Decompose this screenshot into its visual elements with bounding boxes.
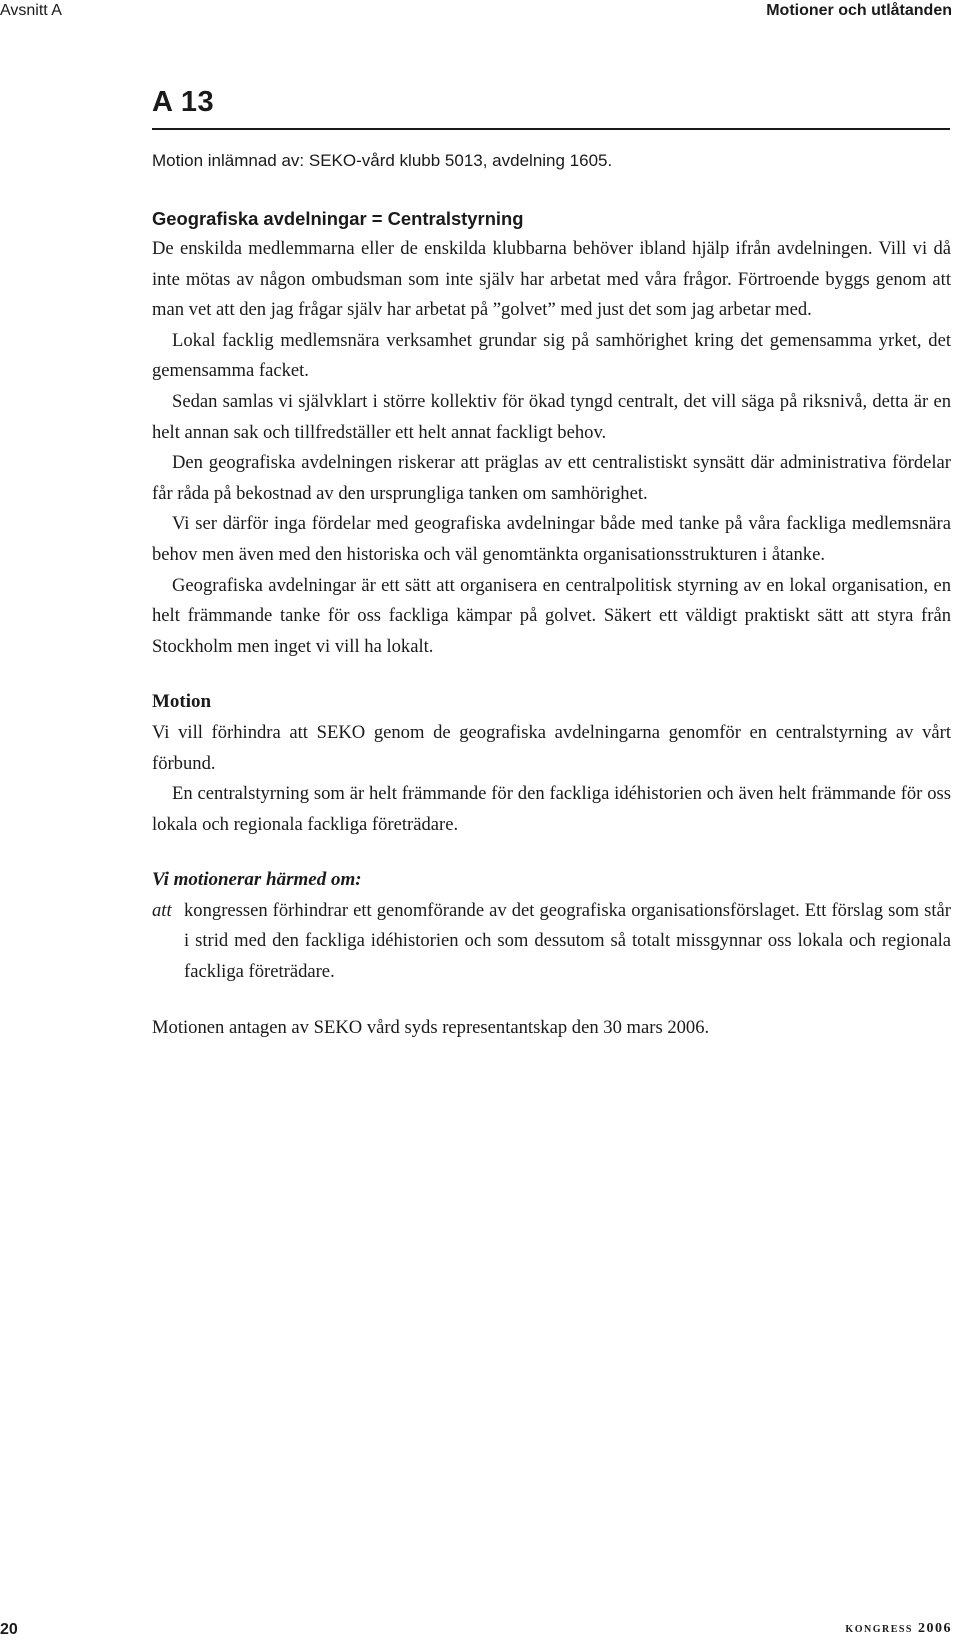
document-body bbox=[152, 146, 951, 1043]
att-text: kongressen förhindrar ett genomförande av det geografiska organisationsförslaget. Ett förslag som står i strid med den fackliga idéhistorien och som dessutom så totalt missgynnar oss lokala och regionala fackliga företrädare. bbox=[184, 899, 951, 983]
page-number: 20 bbox=[0, 1621, 18, 1638]
submitted-by: Motion inlämnad av: SEKO-vård klubb 5013, avdelning 1605. bbox=[152, 151, 613, 170]
title-rule bbox=[152, 128, 950, 130]
background-paragraph-2: Lokal facklig medlemsnära verksamhet grundar sig på samhörighet kring det gemensamma yrket, det gemensamma facket. bbox=[152, 329, 951, 382]
att-clause bbox=[152, 896, 951, 988]
motion-number: A 13 bbox=[152, 86, 215, 118]
running-header-section: Avsnitt A bbox=[0, 2, 62, 19]
background-paragraph-5: Vi ser därför inga fördelar med geografiska avdelningar både med tanke på våra fackliga medlemsnära behov men även med den historiska och väl genomtänkta organisationsstrukturen i åtanke. bbox=[152, 513, 951, 565]
motion-paragraph-1: Vi vill förhindra att SEKO genom de geografiska avdelningarna genomför en centralstyrning av vårt förbund. bbox=[152, 721, 951, 774]
running-header-chapter: Motioner och utlåtanden bbox=[766, 2, 952, 19]
motion-heading: Motion bbox=[152, 691, 212, 713]
background-paragraph-4: Den geografiska avdelningen riskerar att präglas av ett centralistiskt synsätt där administrativa fördelar får råda på bekostnad av den ursprungliga tanken om samhörighet. bbox=[152, 452, 951, 504]
background-paragraph-1: De enskilda medlemmarna eller de enskilda klubbarna behöver ibland hjälp ifrån avdelningen. Vill vi då inte mötas av någon ombudsman som inte själv har arbetat med våra frågor. Förtroende byggs genom att man vet att den jag frågar själv har arbetat på ”golvet” med just det som jag arbetar med. bbox=[152, 238, 951, 321]
motion-paragraph-2: En centralstyrning som är helt främmande för den fackliga idéhistorien och även helt främmande för oss lokala och regionala fackliga företrädare. bbox=[152, 783, 951, 835]
resolution-heading: Vi motionerar härmed om: bbox=[152, 869, 362, 891]
att-label: att bbox=[152, 899, 172, 921]
background-paragraph-3: Sedan samlas vi självklart i större kollektiv för ökad tyngd centralt, det vill säga på riksnivå, detta är en helt annan sak och tillfredställer ett helt annat fackligt behov. bbox=[152, 390, 951, 443]
background-heading: Geografiska avdelningar = Centralstyrning bbox=[152, 208, 524, 229]
adopted-statement: Motionen antagen av SEKO vård syds representantskap den 30 mars 2006. bbox=[152, 1016, 710, 1038]
background-paragraph-6: Geografiska avdelningar är ett sätt att organisera en centralpolitisk styrning av en lokal organisation, en helt främmande tanke för oss fackliga kämpar på golvet. Säkert ett väldigt praktiskt sätt att styra från Stockholm men inget vi vill ha lokalt. bbox=[152, 574, 951, 657]
publication-name: kongress 2006 bbox=[845, 1621, 952, 1636]
